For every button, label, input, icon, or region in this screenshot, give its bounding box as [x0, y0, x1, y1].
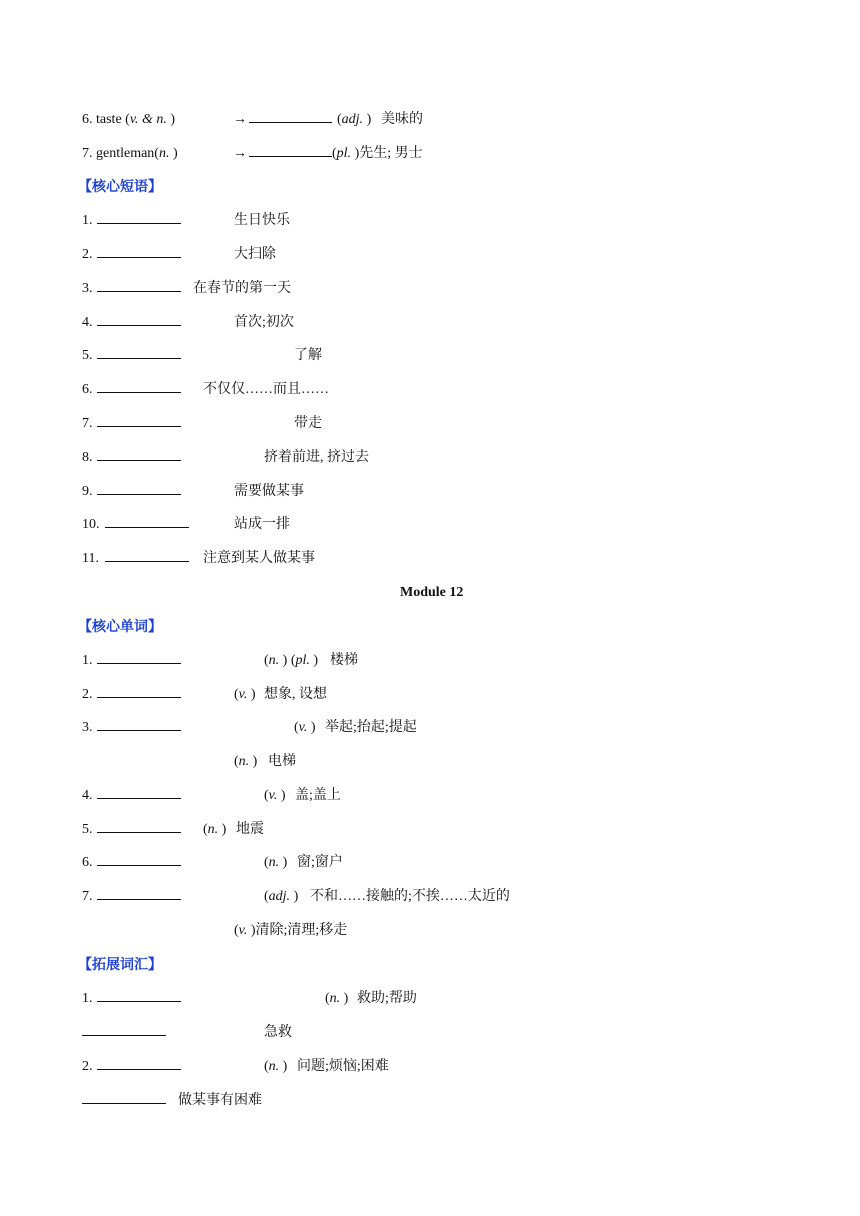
phrase-item: [0, 311, 860, 335]
item-number: 6. taste (: [82, 112, 130, 127]
answer-blank[interactable]: [97, 412, 181, 427]
phrase-item: [0, 378, 860, 402]
extended-item: 2. (n. ) 问题;烦恼;困难: [0, 1055, 860, 1079]
extended-item: [0, 1089, 860, 1113]
item-number: 2.: [82, 1059, 93, 1074]
word-item: 4. (v. ) 盖;盖上: [0, 784, 860, 808]
part-of-speech: v. & n.: [129, 112, 167, 127]
meaning: 楼梯: [330, 653, 358, 668]
meaning: 电梯: [268, 754, 296, 769]
word-item: 5. (n. ) 地震: [0, 818, 860, 842]
meaning: 清除;清理;移走: [255, 923, 348, 938]
module-title-line: [0, 581, 860, 605]
vocab-item-taste: 6. taste (v. & n. ) → (adj. ) 美味的: [0, 108, 860, 132]
meaning: 做某事有困难: [178, 1093, 262, 1108]
meaning: 站成一排: [234, 517, 290, 532]
meaning: 不和……接触的;不挨……太近的: [310, 889, 510, 904]
part-of-speech: v.: [298, 720, 308, 735]
item-number: 2.: [82, 247, 93, 262]
word-item: 7. (adj. ) 不和……接触的;不挨……太近的: [0, 885, 860, 909]
module-title: Module 12: [400, 585, 464, 600]
extended-item: 1. (n. ) 救助;帮助: [0, 987, 860, 1011]
part-of-speech: adj.: [341, 112, 364, 127]
answer-blank[interactable]: [97, 683, 181, 698]
meaning: 问题;烦恼;困难: [297, 1059, 389, 1074]
answer-blank[interactable]: [97, 649, 181, 664]
section-heading-words: [0, 615, 860, 639]
phrase-item: [0, 446, 860, 470]
section-heading-extended: [0, 953, 860, 977]
item-number: 4.: [82, 315, 93, 330]
item-number: 6.: [82, 382, 93, 397]
part-of-speech: n.: [268, 855, 280, 870]
answer-blank[interactable]: [97, 784, 181, 799]
meaning: 挤着前进, 挤过去: [264, 450, 369, 465]
item-number: 10.: [82, 517, 100, 532]
item-number: 3.: [82, 281, 93, 296]
meaning: 了解: [294, 348, 322, 363]
phrase-item: [0, 547, 860, 571]
answer-blank[interactable]: [249, 142, 332, 157]
part-of-speech: pl.: [295, 653, 310, 668]
meaning: 盖;盖上: [295, 788, 341, 803]
meaning: 生日快乐: [234, 213, 290, 228]
word-item: 3. (v. ) 举起;抬起;提起: [0, 716, 860, 740]
item-number: 1.: [82, 991, 93, 1006]
item-number: 4.: [82, 788, 93, 803]
item-number: 3.: [82, 720, 93, 735]
meaning: 窗;窗户: [297, 855, 343, 870]
answer-blank[interactable]: [97, 243, 181, 258]
item-number: 1.: [82, 653, 93, 668]
phrase-item: [0, 513, 860, 537]
item-number: 6.: [82, 855, 93, 870]
item-number: 11.: [82, 551, 99, 566]
item-number: 7.: [82, 889, 93, 904]
part-of-speech: n.: [268, 1059, 280, 1074]
heading-text: 【核心单词】: [78, 619, 162, 635]
phrase-item: [0, 209, 860, 233]
section-heading-phrases: [0, 175, 860, 199]
phrase-item: [0, 243, 860, 267]
item-number: 1.: [82, 213, 93, 228]
word-item: (n. ) 电梯: [0, 750, 860, 774]
phrase-item: [0, 277, 860, 301]
meaning: 注意到某人做某事: [203, 551, 315, 566]
word-item: (v. )清除;清理;移走: [234, 923, 348, 938]
part-of-speech: n.: [207, 822, 219, 837]
item-number: 7. gentleman(: [82, 146, 159, 161]
part-of-speech: n.: [158, 146, 170, 161]
meaning: 举起;抬起;提起: [325, 720, 417, 735]
answer-blank[interactable]: [97, 987, 181, 1002]
meaning: 地震: [236, 822, 264, 837]
phrase-item: [0, 344, 860, 368]
answer-blank[interactable]: [105, 547, 189, 562]
part-of-speech: n.: [329, 991, 341, 1006]
meaning: 急救: [264, 1025, 292, 1040]
part-of-speech: adj.: [268, 889, 291, 904]
meaning: 首次;初次: [234, 315, 294, 330]
answer-blank[interactable]: [97, 716, 181, 731]
meaning: 带走: [294, 416, 322, 431]
part-of-speech: v.: [238, 687, 248, 702]
meaning: 救助;帮助: [357, 991, 417, 1006]
meaning: 想象, 设想: [264, 687, 327, 702]
item-number: 9.: [82, 484, 93, 499]
answer-blank[interactable]: [97, 378, 181, 393]
part-of-speech: n.: [268, 653, 280, 668]
answer-blank[interactable]: [97, 480, 181, 495]
heading-text: 【拓展词汇】: [78, 957, 162, 973]
vocab-item-gentleman: 7. gentleman(n. ) → (pl. )先生; 男士: [0, 142, 860, 166]
part-of-speech: v.: [268, 788, 278, 803]
heading-text: 【核心短语】: [78, 179, 162, 195]
paren: ): [170, 112, 176, 127]
word-item: 2. (v. ) 想象, 设想: [0, 683, 860, 707]
item-number: 5.: [82, 348, 93, 363]
item-number: 5.: [82, 822, 93, 837]
arrow: →: [233, 146, 247, 161]
paren: ): [172, 146, 178, 161]
answer-blank[interactable]: [105, 513, 189, 528]
meaning: 美味的: [381, 112, 423, 127]
meaning: 先生; 男士: [359, 146, 423, 161]
phrase-item: [0, 412, 860, 436]
extended-item: [0, 1021, 860, 1045]
answer-blank[interactable]: [82, 1089, 166, 1104]
answer-blank[interactable]: [249, 108, 332, 123]
part-of-speech: pl.: [336, 146, 352, 161]
answer-blank[interactable]: [82, 1021, 166, 1036]
answer-blank[interactable]: [97, 344, 181, 359]
answer-blank[interactable]: [97, 311, 181, 326]
part-of-speech: n.: [238, 754, 250, 769]
answer-blank[interactable]: [97, 885, 181, 900]
answer-blank[interactable]: [97, 277, 181, 292]
item-number: 8.: [82, 450, 93, 465]
meaning: 需要做某事: [234, 484, 304, 499]
word-item: 6. (n. ) 窗;窗户: [0, 851, 860, 875]
part-of-speech: v.: [238, 923, 248, 938]
phrase-item: [0, 480, 860, 504]
meaning: 大扫除: [234, 247, 276, 262]
item-number: 2.: [82, 687, 93, 702]
answer-blank[interactable]: [97, 209, 181, 224]
meaning: 在春节的第一天: [193, 281, 291, 296]
word-item: 1. (n. ) (pl. ) 楼梯: [0, 649, 860, 673]
arrow: →: [233, 112, 247, 127]
meaning: 不仅仅……而且……: [203, 382, 329, 397]
item-number: 7.: [82, 416, 93, 431]
answer-blank[interactable]: [97, 818, 181, 833]
answer-blank[interactable]: [97, 851, 181, 866]
answer-blank[interactable]: [97, 1055, 181, 1070]
answer-blank[interactable]: [97, 446, 181, 461]
